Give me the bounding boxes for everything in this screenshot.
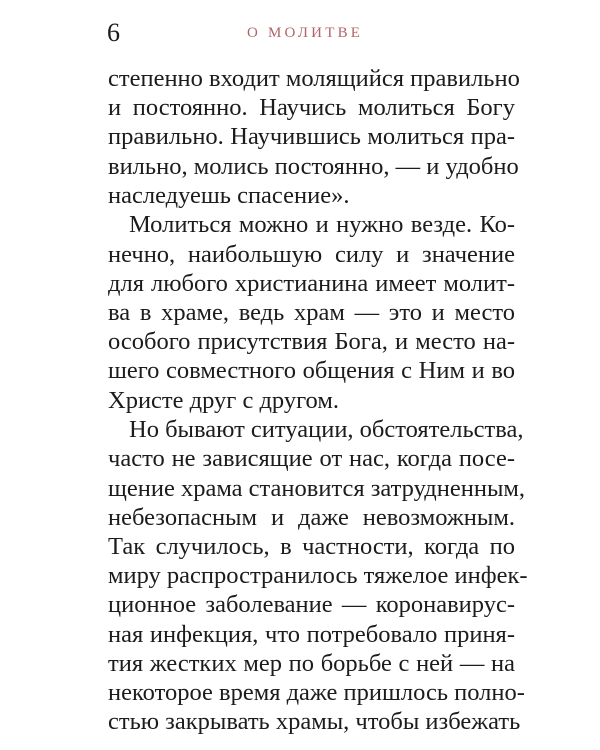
paragraph-3 [108, 415, 528, 736]
text-line: тия жестких мер по борьбе с ней — на [108, 649, 515, 677]
text-line: нечно, наибольшую силу и значение [108, 240, 515, 268]
page-header [107, 16, 515, 50]
text-line: и постоянно. Научись молиться Богу [108, 94, 515, 122]
running-title: О МОЛИТВЕ [247, 25, 364, 41]
page-number: 6 [107, 18, 120, 47]
text-line: Так случилось, в частности, когда по [108, 533, 515, 560]
text-line: ная инфекция, что потребовало приня- [108, 620, 515, 648]
text-line: ционное заболевание — коронавирус- [108, 591, 515, 619]
text-line: часто не зависящие от нас, когда посе- [108, 445, 515, 473]
text-line: миру распространилось тяжелое инфек- [108, 562, 528, 590]
text-line: вильно, молись постоянно, — и удобно [108, 152, 519, 180]
text-line: степенно входит молящийся правильно [108, 65, 520, 92]
text-line: особого присутствия Бога, и место на- [108, 328, 515, 356]
text-line: стью закрывать храмы, чтобы избежать [108, 708, 521, 736]
paragraph-1 [108, 64, 520, 210]
text-line: для любого христианина имеет молит- [108, 269, 515, 297]
text-line: правильно. Научившись молиться пра- [108, 123, 515, 151]
paragraph-2 [108, 210, 515, 414]
text-line: Но бывают ситуации, обстоятельства, [129, 416, 524, 444]
text-line: ва в храме, ведь храм — это и место [108, 299, 515, 326]
text-line: щение храма становится затрудненным, [108, 474, 526, 502]
text-line: небезопасным и даже невозможным. [108, 503, 515, 531]
text-line: наследуешь спасение». [108, 181, 350, 209]
text-line: шего совместного общения с Ним и во [108, 357, 515, 385]
text-line: Молиться можно и нужно везде. Ко- [129, 211, 515, 239]
text-line: Христе друг с другом. [108, 386, 339, 414]
text-line: некоторое время даже пришлось полно- [108, 678, 525, 706]
body-text [108, 64, 528, 736]
